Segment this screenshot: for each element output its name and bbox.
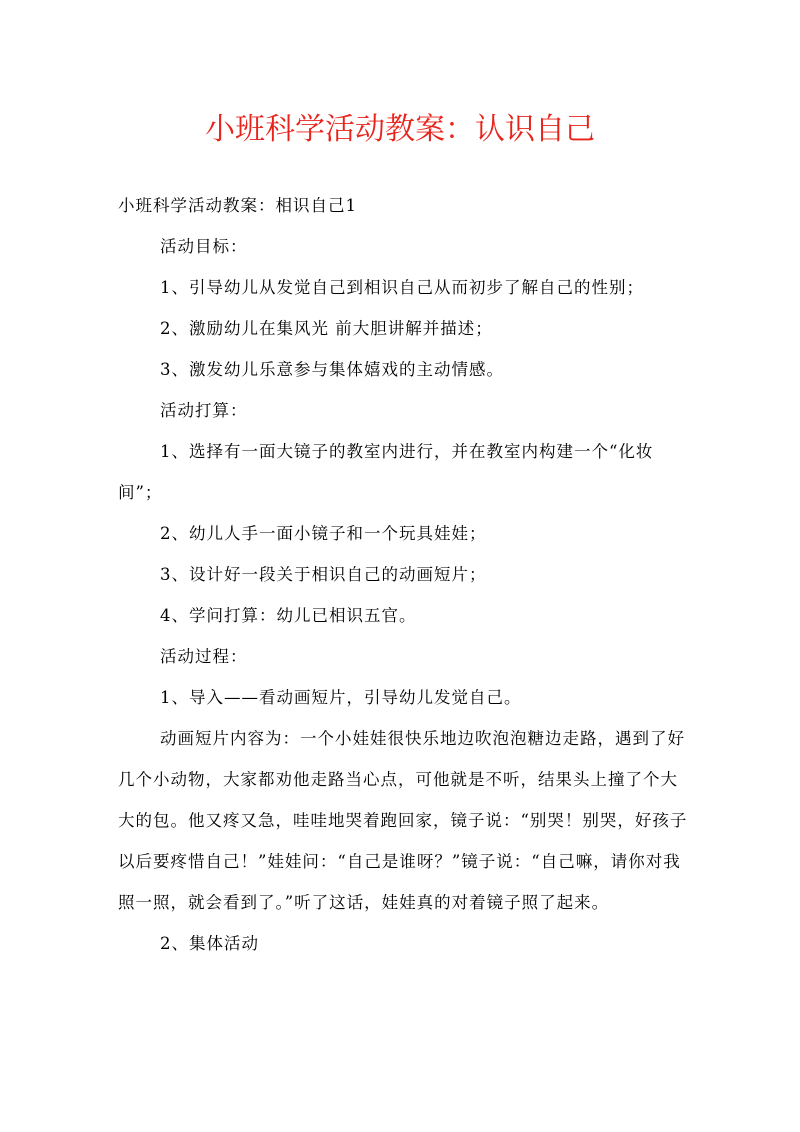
paragraph: 活动目标： [160, 237, 248, 256]
paragraph: 4、学问打算：幼儿已相识五官。 [160, 606, 417, 625]
page-title: 小班科学活动教案：认识自己 [205, 112, 595, 147]
document-body [118, 185, 688, 964]
paragraph: 3、激发幼儿乐意参与集体嬉戏的主动情感。 [160, 360, 504, 379]
paragraph: 1、选择有一面大镜子的教室内进行，并在教室内构建一个“化妆间”； [118, 442, 654, 502]
paragraph: 1、引导幼儿从发觉自己到相识自己从而初步了解自己的性别； [160, 278, 644, 297]
paragraph: 小班科学活动教案：相识自己1 [118, 196, 357, 215]
paragraph: 2、集体活动 [160, 934, 259, 953]
paragraph: 1、导入——看动画短片，引导幼儿发觉自己。 [160, 688, 522, 707]
paragraph: 活动打算： [160, 401, 248, 420]
paragraph: 活动过程： [160, 647, 248, 666]
paragraph: 3、设计好一段关于相识自己的动画短片； [160, 565, 487, 584]
paragraph: 2、幼儿人手一面小镜子和一个玩具娃娃； [160, 524, 487, 543]
paragraph: 动画短片内容为：一个小娃娃很快乐地边吹泡泡糖边走路，遇到了好几个小动物，大家都劝他走路当心点，可他就是不听，结果头上撞了个大大的包。他又疼又急，哇哇地哭着跑回家，镜子说：“别哭！别哭，好孩子以后要疼惜自己！”娃娃问：“自己是谁呀？”镜子说：“自己嘛，请你对我照一照，就会看到了。”听了这话，娃娃真的对着镜子照了起来。 [118, 729, 688, 912]
paragraph: 2、激励幼儿在集风光 前大胆讲解并描述； [160, 319, 493, 338]
